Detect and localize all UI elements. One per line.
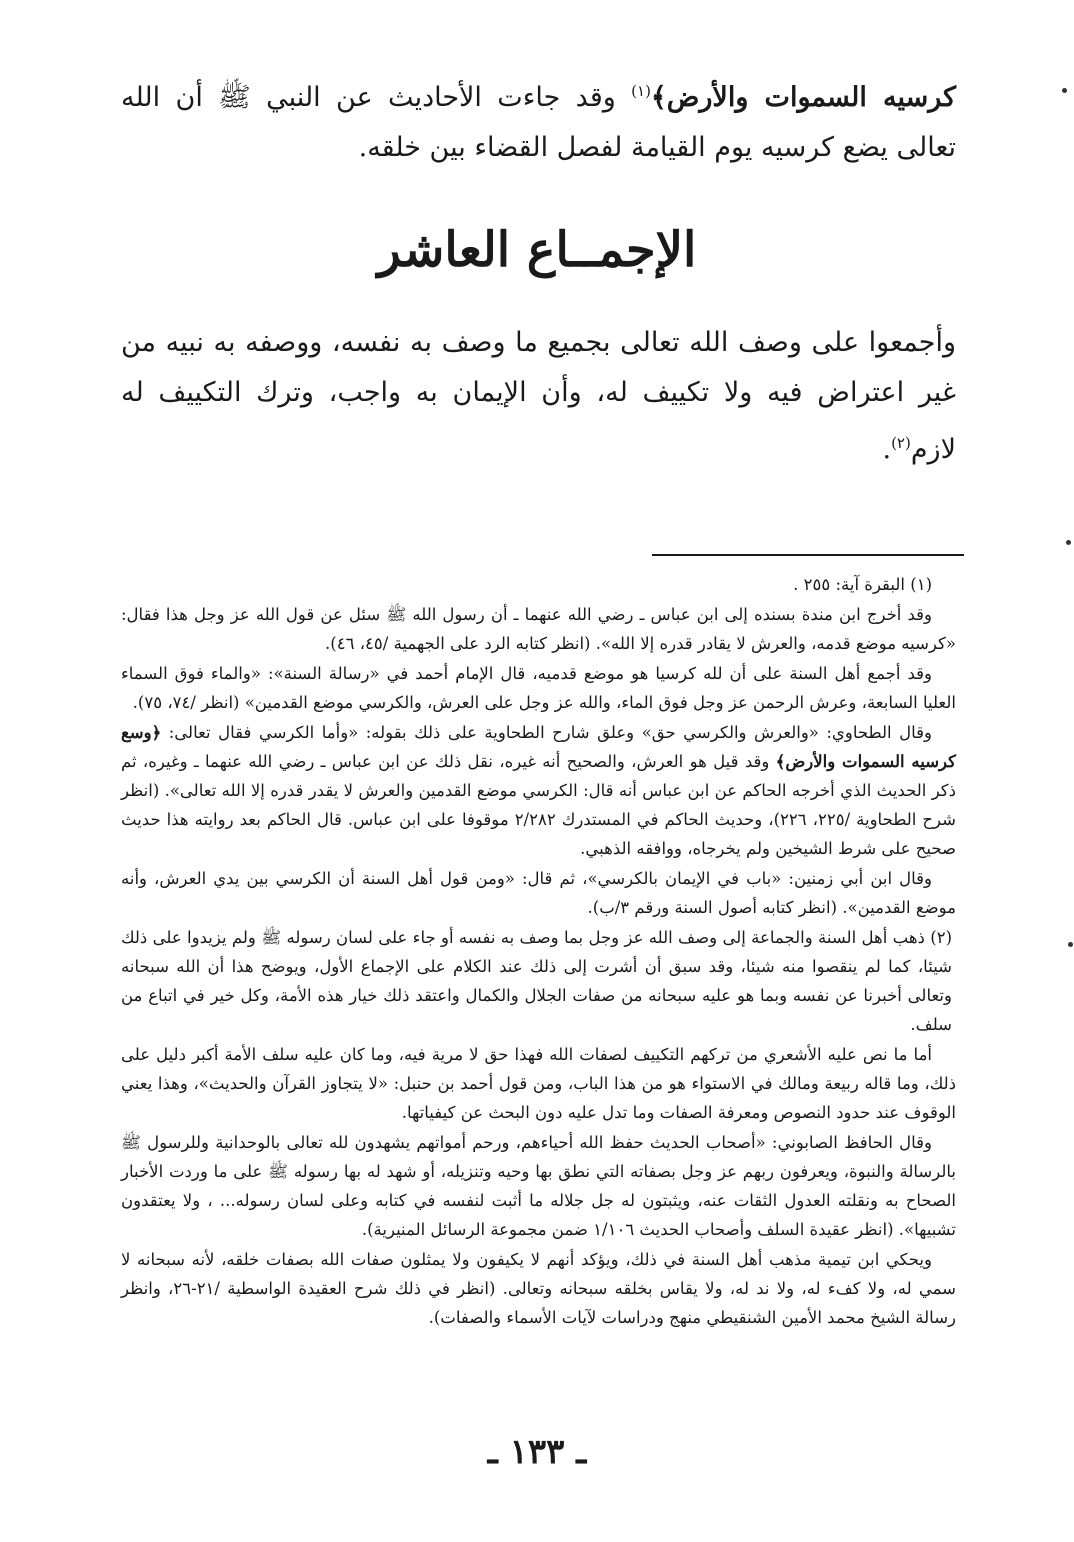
footnote-divider: [652, 554, 964, 556]
footnote-ref-1: (١): [631, 82, 651, 100]
scan-speck: [1066, 540, 1071, 545]
quran-phrase: كرسيه السموات والأرض﴾: [650, 82, 956, 113]
section-heading: الإجمــاع العاشر: [377, 222, 697, 278]
main-paragraph: [121, 318, 956, 475]
top-paragraph-text: وقد جاءت الأحاديث عن النبي ﷺ أن الله تعالى يضع كرسيه يوم القيامة لفصل القضاء بين خلقه.: [121, 82, 956, 163]
main-paragraph-text: وأجمعوا على وصف الله تعالى بجميع ما وصف به نفسه، ووصفه به نبيه من غير اعتراض فيه ولا تكييف له، وأن الإيمان به واجب، وترك التكييف له لازم: [121, 327, 956, 465]
scan-speck: [1068, 942, 1073, 947]
footnote-ref-2: (٢): [891, 434, 911, 452]
page-number: ـ ١٣٣ ـ: [487, 1432, 587, 1472]
footnote-2-para-2: أما ما نص عليه الأشعري من تركهم التكييف لصفات الله فهذا حق لا مرية فيه، وما كان عليه سلف الأمة أكبر دليل على ذلك، وما قاله ربيعة ومالك في الاستواء هو من هذا الباب، ومن قول أحمد بن حنبل: «لا يتجاوز القرآن والحديث»، وهذا يعني الوقوف عند حدود النصوص ومعرفة الصفات وما تدل عليه دون البحث عن كيفياتها.: [121, 1045, 956, 1122]
main-paragraph-end: .: [882, 434, 892, 465]
footnotes: [121, 570, 956, 1333]
top-paragraph: [121, 66, 956, 173]
footnote-2-para-3: وقال الحافظ الصابوني: «أصحاب الحديث حفظ الله أحياءهم، ورحم أمواتهم يشهدون لله تعالى بالوحدانية وللرسول ﷺ بالرسالة والنبوة، ويعرفون ربهم عز وجل بصفاته التي نطق بها وحيه وتنزيله، أو شهد له بها رسوله ﷺ على ما وردت الأخبار الصحاح به ونقلته العدول الثقات عنه، ويثبتون له جل جلاله ما أثبت لنفسه في كتابه وعلى لسان رسوله... ، ولا يعتقدون تشبيها». (انظر عقيدة السلف وأصحاب الحديث ١/١٠٦ ضمن مجموعة الرسائل المنيرية).: [121, 1133, 956, 1239]
footnote-1-para-3: [121, 718, 956, 863]
scan-speck: [1062, 88, 1067, 93]
footnote-1-para-2: وقد أجمع أهل السنة على أن لله كرسيا هو موضع قدميه، قال الإمام أحمد في «رسالة السنة»: «والماء فوق السماء العليا السابعة، وعرش الرحمن عز وجل فوق الماء، والله عز وجل على العرش، والكرسي موضع القدمين» (انظر /٧٤، ٧٥).: [121, 664, 956, 712]
footnote-1-para-3-end: وقد قيل هو العرش، والصحيح أنه غيره، نقل ذلك عن ابن عباس ـ رضي الله عنهما ـ وغيره، ثم ذكر الحديث الذي أخرجه الحاكم عن ابن عباس أنه قال: الكرسي موضع القدمين والعرش لا يقدر قدره إلا الله تعالى». (انظر شرح الطحاوية /٢٢٥، ٢٢٦)، وحديث الحاكم في المستدرك ٢/٢٨٢ موقوفا على ابن عباس. قال الحاكم بعد روايته هذا حديث صحيح على شرط الشيخين ولم يخرجاه، ووافقه الذهبي.: [121, 752, 956, 858]
footnote-1-head: (١) البقرة آية: ٢٥٥ .: [793, 575, 932, 594]
footnote-2-para-1: (٢) ذهب أهل السنة والجماعة إلى وصف الله عز وجل بما وصف به نفسه أو جاء على لسان رسوله ﷺ ولم يزيدوا على ذلك شيئا، كما لم ينقصوا منه شيئا، وقد سبق أن أشرت إلى ذلك عند الكلام على الإجماع الأول، ويوضح هذا أن الله سبحانه وتعالى أخبرنا عن نفسه وبما هو عليه سبحانه من صفات الجلال والكمال واعتقد ذلك خيار هذه الأمة، وكل خير في اتباع من سلف.: [121, 928, 952, 1034]
footnote-2-para-4: ويحكي ابن تيمية مذهب أهل السنة في ذلك، ويؤكد أنهم لا يكيفون ولا يمثلون صفات الله بصفات خلقه، لأنه سبحانه لا سمي له، ولا كفء له، ولا ند له، ولا يقاس بخلقه سبحانه وتعالى. (انظر في ذلك شرح العقيدة الواسطية /٢١-٢٦، وانظر رسالة الشيخ محمد الأمين الشنقيطي منهج ودراسات لآيات الأسماء والصفات).: [121, 1250, 956, 1327]
footnote-1-para-1: وقد أخرج ابن مندة بسنده إلى ابن عباس ـ رضي الله عنهما ـ أن رسول الله ﷺ سئل عن قول الله عز وجل هذا فقال: «كرسيه موضع قدمه، والعرش لا يقادر قدره إلا الله». (انظر كتابه الرد على الجهمية /٤٥، ٤٦).: [121, 605, 956, 653]
footnote-1-quran-phrase: ﴿وسع كرسيه السموات والأرض﴾: [121, 723, 956, 771]
footnote-1-para-3-start: وقال الطحاوي: «والعرش والكرسي حق» وعلق شارح الطحاوية على ذلك بقوله: «وأما الكرسي فقال تعالى:: [161, 723, 932, 742]
footnote-1-para-4: وقال ابن أبي زمنين: «باب في الإيمان بالكرسي»، ثم قال: «ومن قول أهل السنة أن الكرسي بين يدي العرش، وأنه موضع القدمين». (انظر كتابه أصول السنة ورقم ٣/ب).: [121, 869, 956, 917]
